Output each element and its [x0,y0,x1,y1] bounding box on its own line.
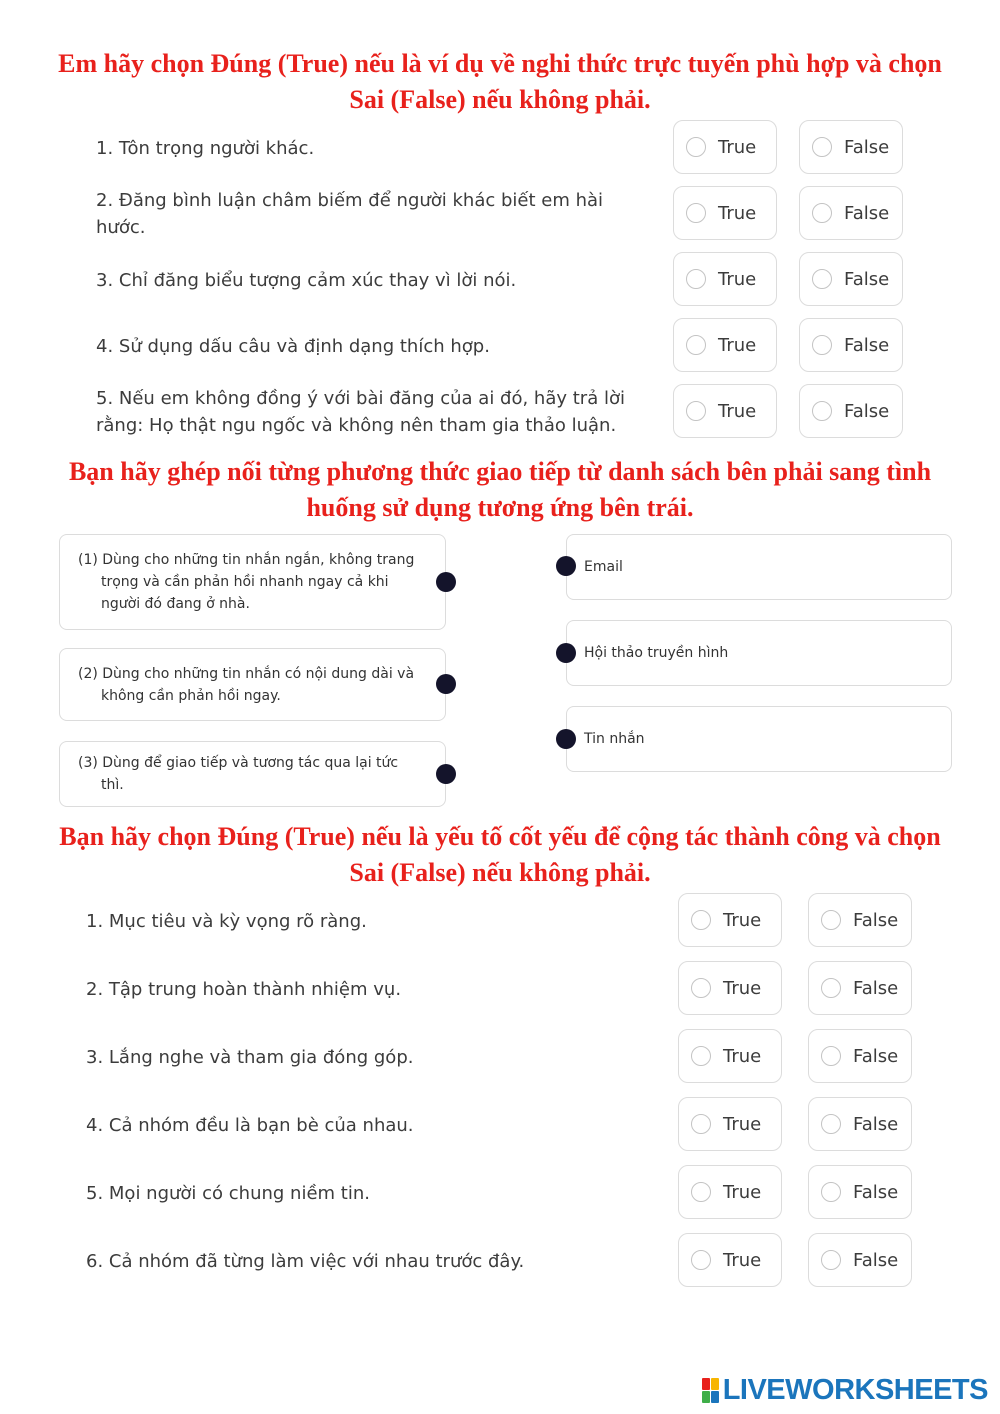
section2-title: Bạn hãy ghép nối từng phương thức giao tiếp từ danh sách bên phải sang tình huống sử dụng tương ứng bên trái. [68,457,932,522]
question-text: 4. Cả nhóm đều là bạn bè của nhau. [86,1114,414,1136]
match-right-dot-1[interactable] [556,556,576,576]
true-option[interactable] [678,1233,782,1287]
tf-row-2 [0,961,1000,1017]
radio-icon[interactable] [812,401,832,421]
tf-row-2 [0,186,1000,242]
false-option[interactable] [799,318,903,372]
radio-icon[interactable] [821,1046,841,1066]
false-label: False [844,268,890,290]
match-left-text: (3) Dùng để giao tiếp và tương tác qua lại tức thì. [78,755,399,793]
true-label: True [723,1249,762,1271]
true-option[interactable] [678,1097,782,1151]
radio-icon[interactable] [691,1250,711,1270]
false-label: False [853,1045,899,1067]
match-left-item-3 [59,741,446,807]
match-left-text: (2) Dùng cho những tin nhắn có nội dung dài và không cần phản hồi ngay. [78,665,415,704]
radio-icon[interactable] [821,978,841,998]
radio-icon[interactable] [691,978,711,998]
match-right-text: Email [584,559,623,575]
false-label: False [853,1249,899,1271]
true-label: True [718,400,757,422]
radio-icon[interactable] [821,1182,841,1202]
false-option[interactable] [799,252,903,306]
question-text: 6. Cả nhóm đã từng làm việc với nhau trước đây. [86,1250,525,1272]
true-label: True [723,1181,762,1203]
false-option[interactable] [808,961,912,1015]
radio-icon[interactable] [686,401,706,421]
false-label: False [853,909,899,931]
question-text: 5. Nếu em không đồng ý với bài đăng của ai đó, hãy trả lời rằng: Họ thật ngu ngốc và không nên tham gia thảo luận. [96,388,625,436]
true-option[interactable] [673,384,777,438]
match-right-item-video-conference[interactable] [566,620,952,686]
false-option[interactable] [799,384,903,438]
match-left-dot-1[interactable] [436,572,456,592]
question-text: 1. Mục tiêu và kỳ vọng rõ ràng. [86,910,367,932]
tf-row-5 [0,384,1000,440]
radio-icon[interactable] [686,269,706,289]
true-option[interactable] [673,186,777,240]
match-left-dot-3[interactable] [436,764,456,784]
radio-icon[interactable] [812,335,832,355]
true-label: True [718,202,757,224]
brand-logo [702,1374,988,1407]
true-label: True [723,909,762,931]
match-right-dot-3[interactable] [556,729,576,749]
true-label: True [718,334,757,356]
match-left-item-2 [59,648,446,721]
true-label: True [723,1113,762,1135]
logo-square-blue [711,1391,719,1403]
radio-icon[interactable] [691,1046,711,1066]
true-label: True [718,268,757,290]
match-right-text: Hội thảo truyền hình [584,645,729,661]
question-text: 3. Lắng nghe và tham gia đóng góp. [86,1046,414,1068]
liveworksheets-logo-icon [702,1378,719,1403]
false-label: False [844,334,890,356]
tf-row-5 [0,1165,1000,1221]
tf-row-4 [0,318,1000,374]
radio-icon[interactable] [821,1114,841,1134]
tf-row-3 [0,252,1000,308]
logo-square-yellow [711,1378,719,1390]
true-option[interactable] [673,318,777,372]
match-right-text: Tin nhắn [584,731,645,747]
question-text: 4. Sử dụng dấu câu và định dạng thích hợp. [96,335,490,357]
question-text: 2. Tập trung hoàn thành nhiệm vụ. [86,978,402,1000]
tf-row-3 [0,1029,1000,1085]
false-option[interactable] [808,893,912,947]
radio-icon[interactable] [691,910,711,930]
false-label: False [844,400,890,422]
radio-icon[interactable] [812,137,832,157]
radio-icon[interactable] [821,1250,841,1270]
true-option[interactable] [678,893,782,947]
true-option[interactable] [673,252,777,306]
false-option[interactable] [808,1233,912,1287]
false-option[interactable] [799,120,903,174]
brand-name: LIVEWORKSHEETS [722,1374,988,1406]
true-label: True [718,136,757,158]
radio-icon[interactable] [691,1114,711,1134]
match-right-item-message[interactable] [566,706,952,772]
false-label: False [844,202,890,224]
false-label: False [853,1181,899,1203]
radio-icon[interactable] [812,203,832,223]
logo-square-red [702,1378,710,1390]
false-option[interactable] [799,186,903,240]
true-label: True [723,977,762,999]
radio-icon[interactable] [821,910,841,930]
true-option[interactable] [678,1029,782,1083]
question-text: 2. Đăng bình luận châm biếm để người khác biết em hài hước. [96,190,604,238]
match-right-dot-2[interactable] [556,643,576,663]
tf-row-1 [0,893,1000,949]
radio-icon[interactable] [691,1182,711,1202]
true-option[interactable] [678,961,782,1015]
radio-icon[interactable] [812,269,832,289]
question-text: 5. Mọi người có chung niềm tin. [86,1182,370,1204]
false-label: False [853,1113,899,1135]
true-label: True [723,1045,762,1067]
match-left-text: (1) Dùng cho những tin nhắn ngắn, không trang trọng và cần phản hồi nhanh ngay cả khi người đó đang ở nhà. [78,552,415,612]
tf-row-1 [0,120,1000,176]
question-text: 1. Tôn trọng người khác. [96,137,315,159]
false-option[interactable] [808,1165,912,1219]
match-left-item-1 [59,534,446,630]
match-left-dot-2[interactable] [436,674,456,694]
tf-row-4 [0,1097,1000,1153]
false-label: False [853,977,899,999]
false-option[interactable] [808,1029,912,1083]
question-text: 3. Chỉ đăng biểu tượng cảm xúc thay vì lời nói. [96,269,517,291]
false-label: False [844,136,890,158]
match-right-item-email[interactable] [566,534,952,600]
radio-icon[interactable] [686,203,706,223]
logo-square-green [702,1391,710,1403]
section3-title: Bạn hãy chọn Đúng (True) nếu là yếu tố cốt yếu để cộng tác thành công và chọn Sai (False) nếu không phải. [59,822,941,887]
tf-row-6 [0,1233,1000,1289]
true-option[interactable] [673,120,777,174]
section1-title: Em hãy chọn Đúng (True) nếu là ví dụ về nghi thức trực tuyến phù hợp và chọn Sai (False) nếu không phải. [58,49,942,114]
radio-icon[interactable] [686,335,706,355]
radio-icon[interactable] [686,137,706,157]
true-option[interactable] [678,1165,782,1219]
false-option[interactable] [808,1097,912,1151]
